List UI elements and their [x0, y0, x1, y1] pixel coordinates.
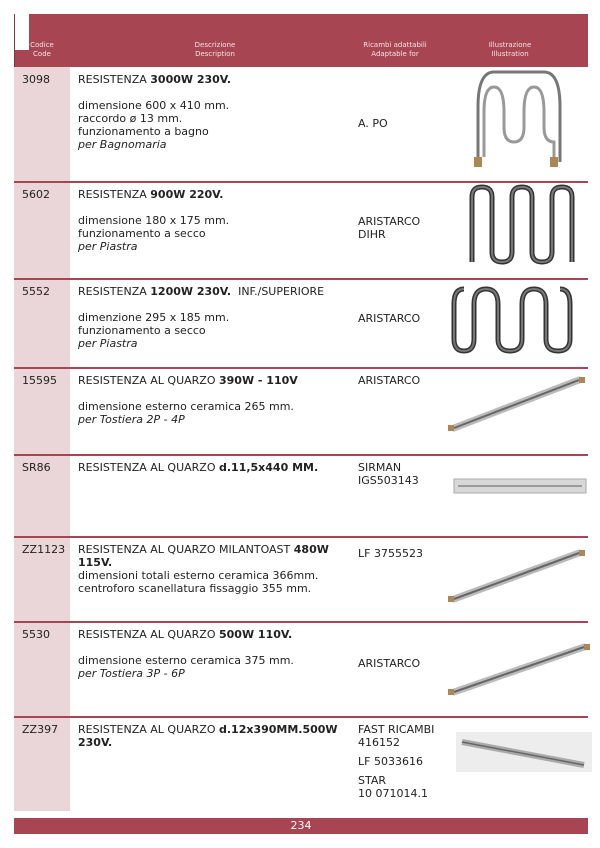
compatible-model: STAR — [358, 774, 387, 787]
product-usage: per Piastra — [78, 337, 138, 350]
product-spec-line: raccordo ø 13 mm. — [78, 112, 183, 125]
product-title — [78, 374, 358, 387]
quartz-tube-icon — [434, 717, 594, 811]
product-title — [78, 461, 358, 474]
spacer — [78, 86, 358, 99]
product-title-spec: 500W 110V. — [218, 628, 293, 641]
product-title — [78, 628, 358, 641]
product-code: 3098 — [22, 73, 50, 86]
product-code: ZZ397 — [22, 723, 59, 736]
product-title-prefix: RESISTENZA — [78, 285, 151, 298]
product-title-prefix: RESISTENZA — [78, 73, 151, 86]
spacer — [78, 298, 358, 311]
compatible-model: LF 3755523 — [358, 547, 423, 560]
product-title-prefix: RESISTENZA AL QUARZO — [78, 461, 219, 474]
header-description — [120, 41, 310, 59]
product-description — [78, 461, 358, 474]
quartz-tube-icon — [434, 537, 594, 622]
quartz-tube-icon — [434, 455, 594, 537]
row-divider — [14, 716, 588, 718]
product-code: 5552 — [22, 285, 50, 298]
product-title-spec: 900W 220V. — [150, 188, 224, 201]
product-title-spec: 1200W 230V. — [150, 285, 232, 298]
heating-element-bain-marie-icon — [434, 67, 594, 182]
product-code: 5530 — [22, 628, 50, 641]
row-divider — [14, 278, 588, 280]
page-number: 234 — [290, 819, 312, 832]
row-divider — [14, 454, 588, 456]
product-illustration — [434, 67, 594, 182]
product-title-spec: 390W - 110V — [218, 374, 298, 387]
header-fits-en: Adaptable for — [371, 50, 419, 58]
product-spec-line: funzionamento a secco — [78, 227, 206, 240]
product-spec-line: dimensione esterno ceramica 265 mm. — [78, 400, 294, 413]
product-title-spec: 480W 115V. — [78, 543, 329, 569]
table-row — [14, 368, 588, 455]
row-divider — [14, 181, 588, 183]
product-spec-line: funzionamento a secco — [78, 324, 206, 337]
header-description-it: Descrizione — [194, 41, 236, 49]
quartz-tube-icon — [434, 622, 594, 717]
product-illustration — [434, 455, 594, 537]
table-row — [14, 455, 588, 537]
heating-element-plate-icon — [434, 182, 594, 279]
product-description — [78, 374, 358, 426]
table-row — [14, 67, 588, 182]
product-usage: per Tostiera 2P - 4P — [78, 413, 185, 426]
compatible-model: ARISTARCO — [358, 657, 421, 670]
header-fits — [350, 41, 440, 59]
row-divider — [14, 367, 588, 369]
header-illustration-it: Illustrazione — [488, 41, 532, 49]
compatible-model: ARISTARCO — [358, 215, 421, 228]
product-illustration — [434, 537, 594, 622]
product-usage: per Piastra — [78, 240, 138, 253]
table-row — [14, 279, 588, 368]
heating-element-plate-icon — [434, 279, 594, 368]
product-title — [78, 73, 358, 86]
product-title-suffix: INF./SUPERIORE — [231, 285, 325, 298]
product-description — [78, 723, 358, 749]
header-illustration-en: Illustration — [491, 50, 529, 58]
compatible-model: DIHR — [358, 228, 386, 241]
product-description — [78, 188, 358, 253]
product-spec-line: dimensione 600 x 410 mm. — [78, 99, 230, 112]
row-divider — [14, 536, 588, 538]
header-code-en: Code — [33, 50, 51, 58]
product-description — [78, 285, 358, 350]
compatible-model: FAST RICAMBI — [358, 723, 435, 736]
header-illustration — [460, 41, 560, 59]
product-title — [78, 723, 358, 749]
quartz-tube-icon — [434, 368, 594, 455]
product-title-prefix: RESISTENZA AL QUARZO MILANTOAST — [78, 543, 294, 556]
compatible-model: LF 5033616 — [358, 755, 423, 768]
spacer — [78, 201, 358, 214]
product-spec-line: funzionamento a bagno — [78, 125, 209, 138]
compatible-model: ARISTARCO — [358, 374, 421, 387]
header-fits-it: Ricambi adattabili — [363, 41, 427, 49]
product-title-spec: d.11,5x440 MM. — [218, 461, 319, 474]
product-illustration — [434, 368, 594, 455]
header-code-it: Codice — [30, 41, 54, 49]
product-spec-line: dimensione esterno ceramica 375 mm. — [78, 654, 294, 667]
product-title — [78, 285, 358, 298]
product-description — [78, 73, 358, 151]
product-code: 15595 — [22, 374, 57, 387]
product-code: ZZ1123 — [22, 543, 66, 556]
product-spec-line: dimensione 180 x 175 mm. — [78, 214, 230, 227]
compatible-model: 10 071014.1 — [358, 787, 428, 800]
product-title-spec: 3000W 230V. — [150, 73, 232, 86]
product-spec-line: centroforo scanellatura fissaggio 355 mm. — [78, 582, 312, 595]
product-title-prefix: RESISTENZA AL QUARZO — [78, 374, 219, 387]
table-row — [14, 537, 588, 622]
table-row — [14, 182, 588, 279]
header-description-en: Description — [195, 50, 235, 58]
header-code — [14, 41, 70, 59]
product-illustration — [434, 279, 594, 368]
product-code: SR86 — [22, 461, 51, 474]
product-description — [78, 543, 358, 595]
product-illustration — [434, 622, 594, 717]
product-title-spec: d.12x390MM.500W 230V. — [78, 723, 338, 749]
table-row — [14, 622, 588, 717]
product-title-prefix: RESISTENZA — [78, 188, 151, 201]
row-divider — [14, 621, 588, 623]
table-row — [14, 717, 588, 811]
compatible-model: SIRMAN — [358, 461, 402, 474]
product-title — [78, 188, 358, 201]
footer-bar — [14, 818, 588, 834]
product-usage: per Bagnomaria — [78, 138, 167, 151]
product-title — [78, 543, 358, 569]
compatible-model: 416152 — [358, 736, 400, 749]
product-code: 5602 — [22, 188, 50, 201]
product-description — [78, 628, 358, 680]
product-illustration — [434, 717, 594, 811]
spacer — [78, 641, 358, 654]
compatible-model: IGS503143 — [358, 474, 419, 487]
product-spec-line: dimensioni totali esterno ceramica 366mm. — [78, 569, 319, 582]
spacer — [78, 387, 358, 400]
product-title-prefix: RESISTENZA AL QUARZO — [78, 628, 219, 641]
compatible-model: A. PO — [358, 117, 388, 130]
compatible-model: ARISTARCO — [358, 312, 421, 325]
product-illustration — [434, 182, 594, 279]
product-title-prefix: RESISTENZA AL QUARZO — [78, 723, 219, 736]
product-spec-line: dimenzione 295 x 185 mm. — [78, 311, 230, 324]
product-usage: per Tostiera 3P - 6P — [78, 667, 185, 680]
